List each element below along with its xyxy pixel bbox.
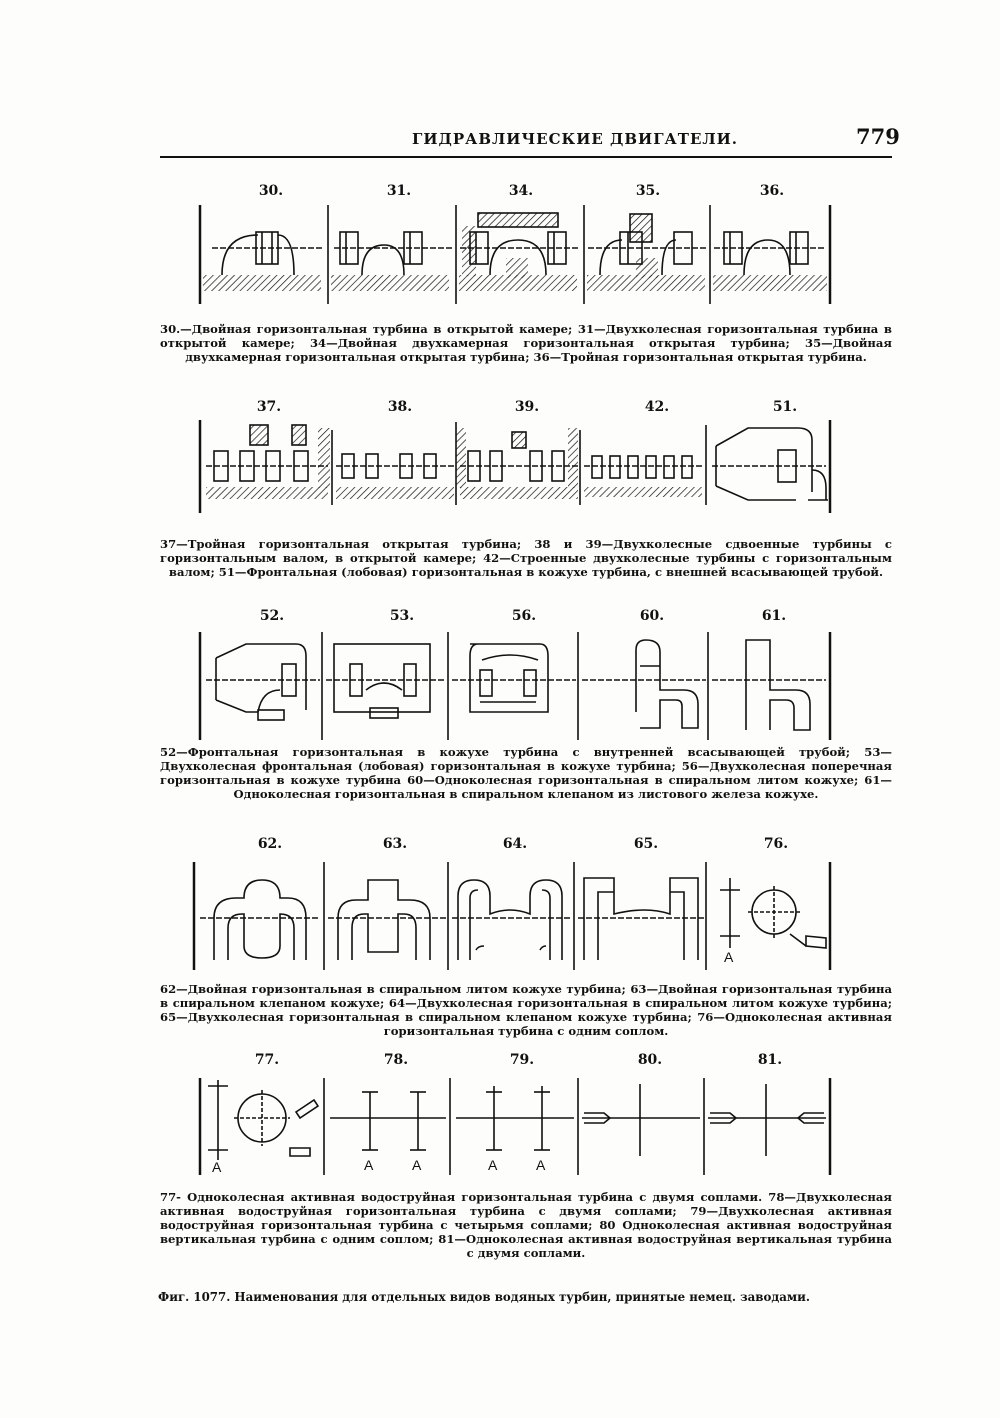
- figure-label: 77.: [254, 1052, 280, 1068]
- row-caption: 62—Двойная горизонтальная в спиральном литом кожухе турбина; 63—Двойная горизонтальная турбина в спиральном клепаном кожухе; 64—Двухколесная горизонтальная в спиральном литом кожухе турбина; 65—Двухколесная горизонтальная в спиральном клепаном кожухе турбина; 76—Одноколесная активная горизонтальная турбина с одним соплом.: [160, 982, 892, 1038]
- figure-label: 76.: [763, 836, 789, 852]
- row5-drawings: [200, 1078, 830, 1175]
- svg-text:A: A: [412, 1157, 422, 1173]
- figure-label: 36.: [759, 183, 785, 199]
- running-header-title: ГИДРАВЛИЧЕСКИЕ ДВИГАТЕЛИ.: [412, 130, 739, 148]
- figure-label: 62.: [257, 836, 283, 852]
- figure-label: 79.: [509, 1052, 535, 1068]
- figure-label: 34.: [508, 183, 534, 199]
- svg-text:A: A: [488, 1157, 498, 1173]
- figure-label: 39.: [514, 399, 540, 415]
- row-caption: 30.—Двойная горизонтальная турбина в открытой камере; 31—Двухколесная горизонтальная турбина в открытой камере; 34—Двойная двухкамерная горизонтальная открытая турбина; 35—Двойная двухкамерная горизонтальная открытая турбина; 36—Тройная горизонтальная открытая турбина.: [160, 322, 892, 364]
- figure-label: 35.: [635, 183, 661, 199]
- svg-text:A: A: [212, 1159, 222, 1175]
- figure-caption: Фиг. 1077. Наименования для отдельных видов водяных турбин, принятые немец. заводами.: [158, 1290, 810, 1304]
- figure-label: 81.: [757, 1052, 783, 1068]
- figure-label: 60.: [639, 608, 665, 624]
- row4-drawings: [194, 862, 830, 970]
- figure-label: 80.: [637, 1052, 663, 1068]
- svg-text:A: A: [536, 1157, 546, 1173]
- figure-label: 52.: [259, 608, 285, 624]
- row2-drawings: [200, 420, 830, 513]
- row-caption: 52—Фронтальная горизонтальная в кожухе турбина с внутренней всасывающей трубой; 53—Двухколесная фронтальная (лобовая) горизонтальная в кожухе турбина; 56—Двухколесная поперечная горизонтальная в кожухе турбина 60—Одноколесная горизонтальная в спиральном литом кожухе; 61—Одноколесная горизонтальная в спиральном клепаном из листового железа кожухе.: [160, 745, 892, 801]
- figure-label: 53.: [389, 608, 415, 624]
- row-caption: 77- Одноколесная активная водоструйная горизонтальная турбина с двумя соплами. 78—Двухколесная активная водоструйная горизонтальная турбина с двумя соплами; 79—Двухколесная активная водоструйная горизонтальная турбина с четырьмя соплами; 80 Одноколесная активная водоструйная вертикальная турбина с одним соплом; 81—Одноколесная активная водоструйная вертикальная турбина с двумя соплами.: [160, 1190, 892, 1260]
- figure-label: 64.: [502, 836, 528, 852]
- figure-label: 30.: [258, 183, 284, 199]
- row-caption: 37—Тройная горизонтальная открытая турбина; 38 и 39—Двухколесные сдвоенные турбины с горизонтальным валом, в открытой камере; 42—Строенные двухколесные турбины с горизонтальным валом; 51—Фронтальная (лобовая) горизонтальная в кожухе турбина, с внешней всасывающей трубой.: [160, 537, 892, 579]
- svg-text:A: A: [724, 949, 734, 965]
- figure-label: 56.: [511, 608, 537, 624]
- svg-text:A: A: [364, 1157, 374, 1173]
- page-number: 779: [856, 124, 900, 149]
- figure-label: 63.: [382, 836, 408, 852]
- figure-label: 65.: [633, 836, 659, 852]
- figure-label: 78.: [383, 1052, 409, 1068]
- figure-label: 37.: [256, 399, 282, 415]
- row3-drawings: [200, 632, 830, 740]
- row1-drawings: [200, 205, 830, 304]
- figure-label: 31.: [386, 183, 412, 199]
- figure-label: 38.: [387, 399, 413, 415]
- figure-label: 61.: [761, 608, 787, 624]
- figure-label: 51.: [772, 399, 798, 415]
- figure-label: 42.: [644, 399, 670, 415]
